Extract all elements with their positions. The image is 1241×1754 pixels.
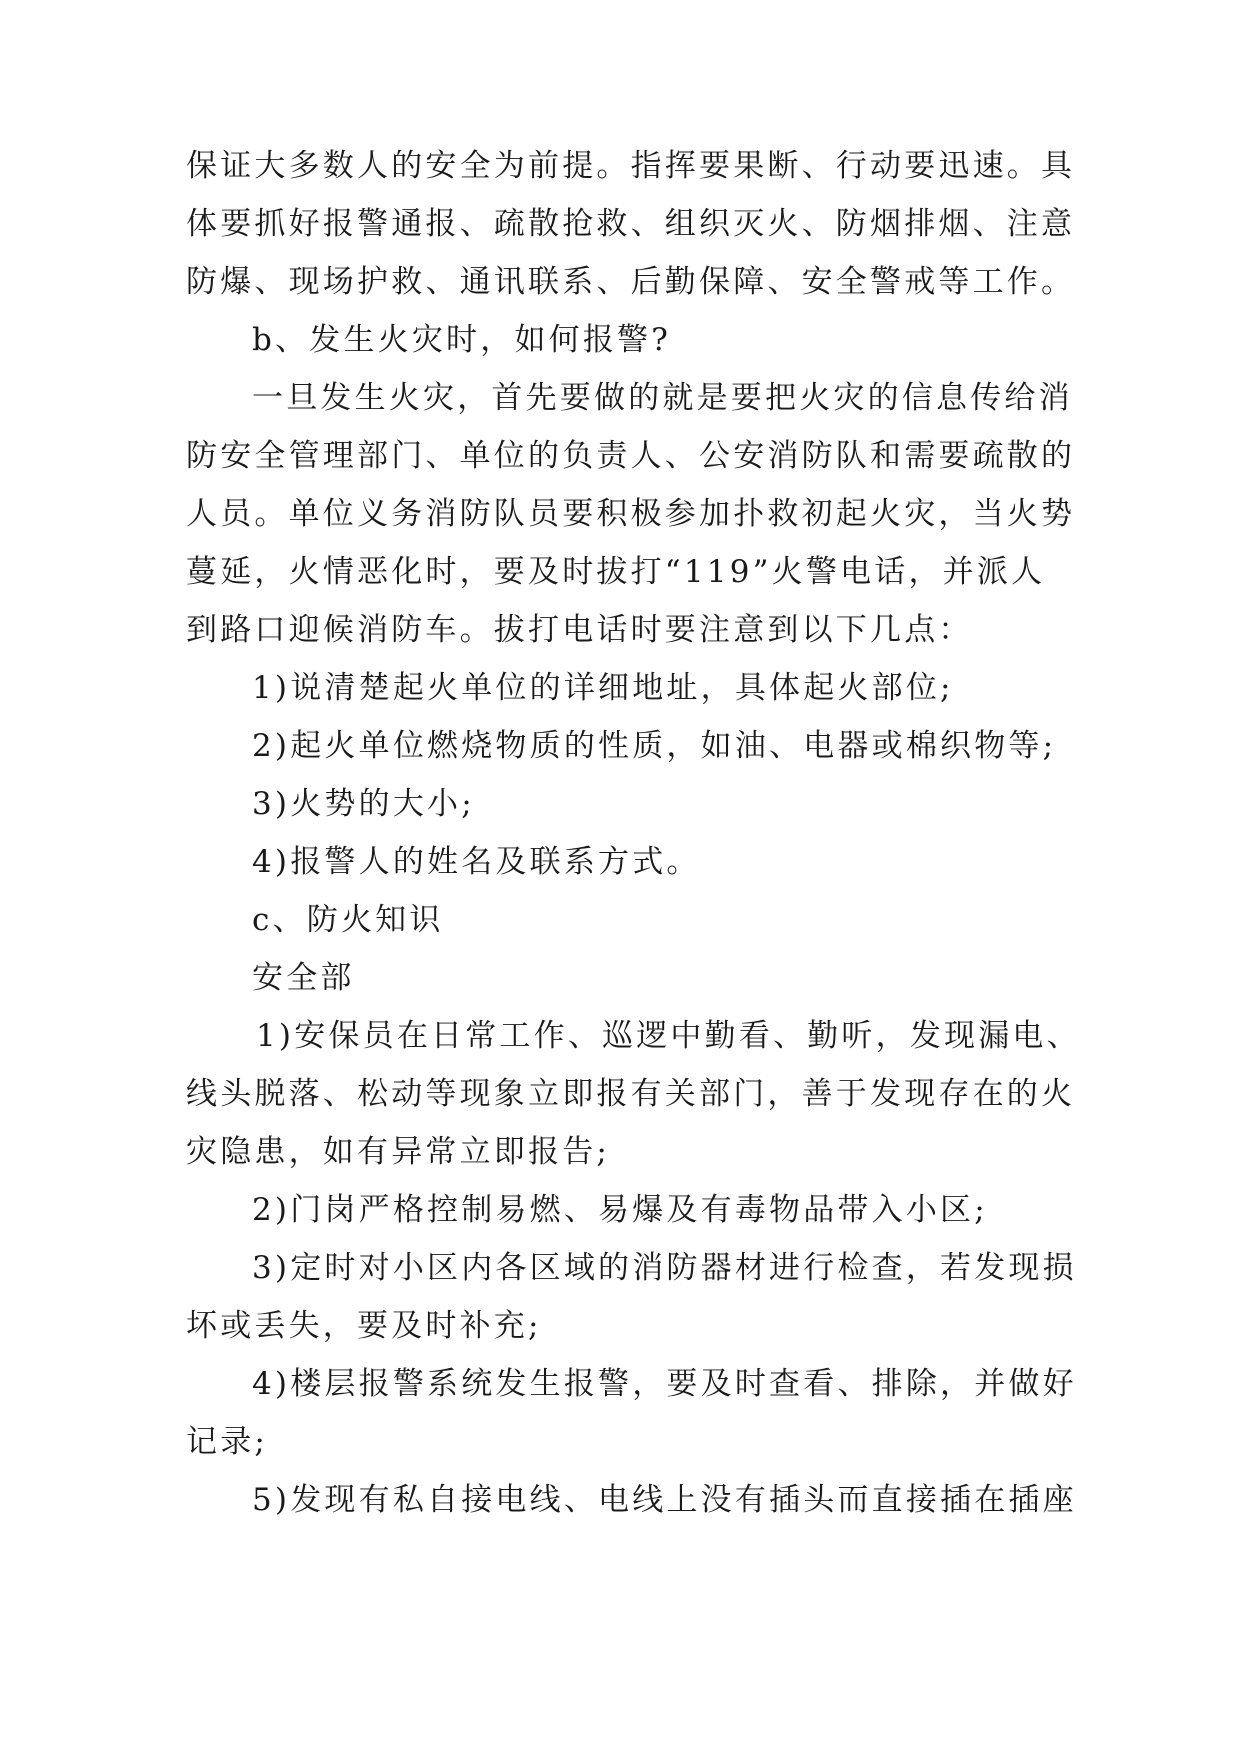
text-line: 线头脱落、松动等现象立即报有关部门，善于发现存在的火 <box>186 1076 1076 1112</box>
list-item: 1)安保员在日常工作、巡逻中勤看、勤听，发现漏电、 <box>256 1018 1081 1054</box>
text-line: 人员。单位义务消防队员要积极参加扑救初起火灾，当火势 <box>186 496 1076 532</box>
text-line: 灾隐患，如有异常立即报告; <box>186 1134 611 1170</box>
list-item: 3)火势的大小; <box>252 786 475 822</box>
list-item: 4)报警人的姓名及联系方式。 <box>252 844 701 880</box>
subsection-heading: 安全部 <box>252 960 355 996</box>
text-line: 坏或丢失，要及时补充; <box>186 1308 542 1344</box>
list-item: 2)门岗严格控制易燃、易爆及有毒物品带入小区; <box>252 1192 988 1228</box>
text-line: 蔓延，火情恶化时，要及时拔打“119”火警电话，并派人 <box>186 554 1046 590</box>
list-item: 3)定时对小区内各区域的消防器材进行检查，若发现损 <box>252 1250 1077 1286</box>
section-heading: b、发生火灾时，如何报警? <box>252 322 672 358</box>
text-line: 保证大多数人的安全为前提。指挥要果断、行动要迅速。具 <box>186 148 1076 184</box>
text-line: 一旦发生火灾，首先要做的就是要把火灾的信息传给消 <box>252 380 1073 416</box>
list-item: 1)说清楚起火单位的详细地址，具体起火部位; <box>252 670 954 706</box>
list-item: 2)起火单位燃烧物质的性质，如油、电器或棉织物等; <box>252 728 1057 764</box>
text-line: 防安全管理部门、单位的负责人、公安消防队和需要疏散的 <box>186 438 1076 474</box>
text-line: 防爆、现场护救、通讯联系、后勤保障、安全警戒等工作。 <box>186 264 1076 300</box>
text-line: 记录; <box>186 1424 269 1460</box>
list-item: 5)发现有私自接电线、电线上没有插头而直接插在插座 <box>252 1482 1077 1518</box>
text-line: 到路口迎候消防车。拔打电话时要注意到以下几点： <box>186 612 973 648</box>
list-item: 4)楼层报警系统发生报警，要及时查看、排除，并做好 <box>252 1366 1077 1402</box>
section-heading: c、防火知识 <box>252 902 444 938</box>
text-line: 体要抓好报警通报、疏散抢救、组织灭火、防烟排烟、注意 <box>186 206 1076 242</box>
